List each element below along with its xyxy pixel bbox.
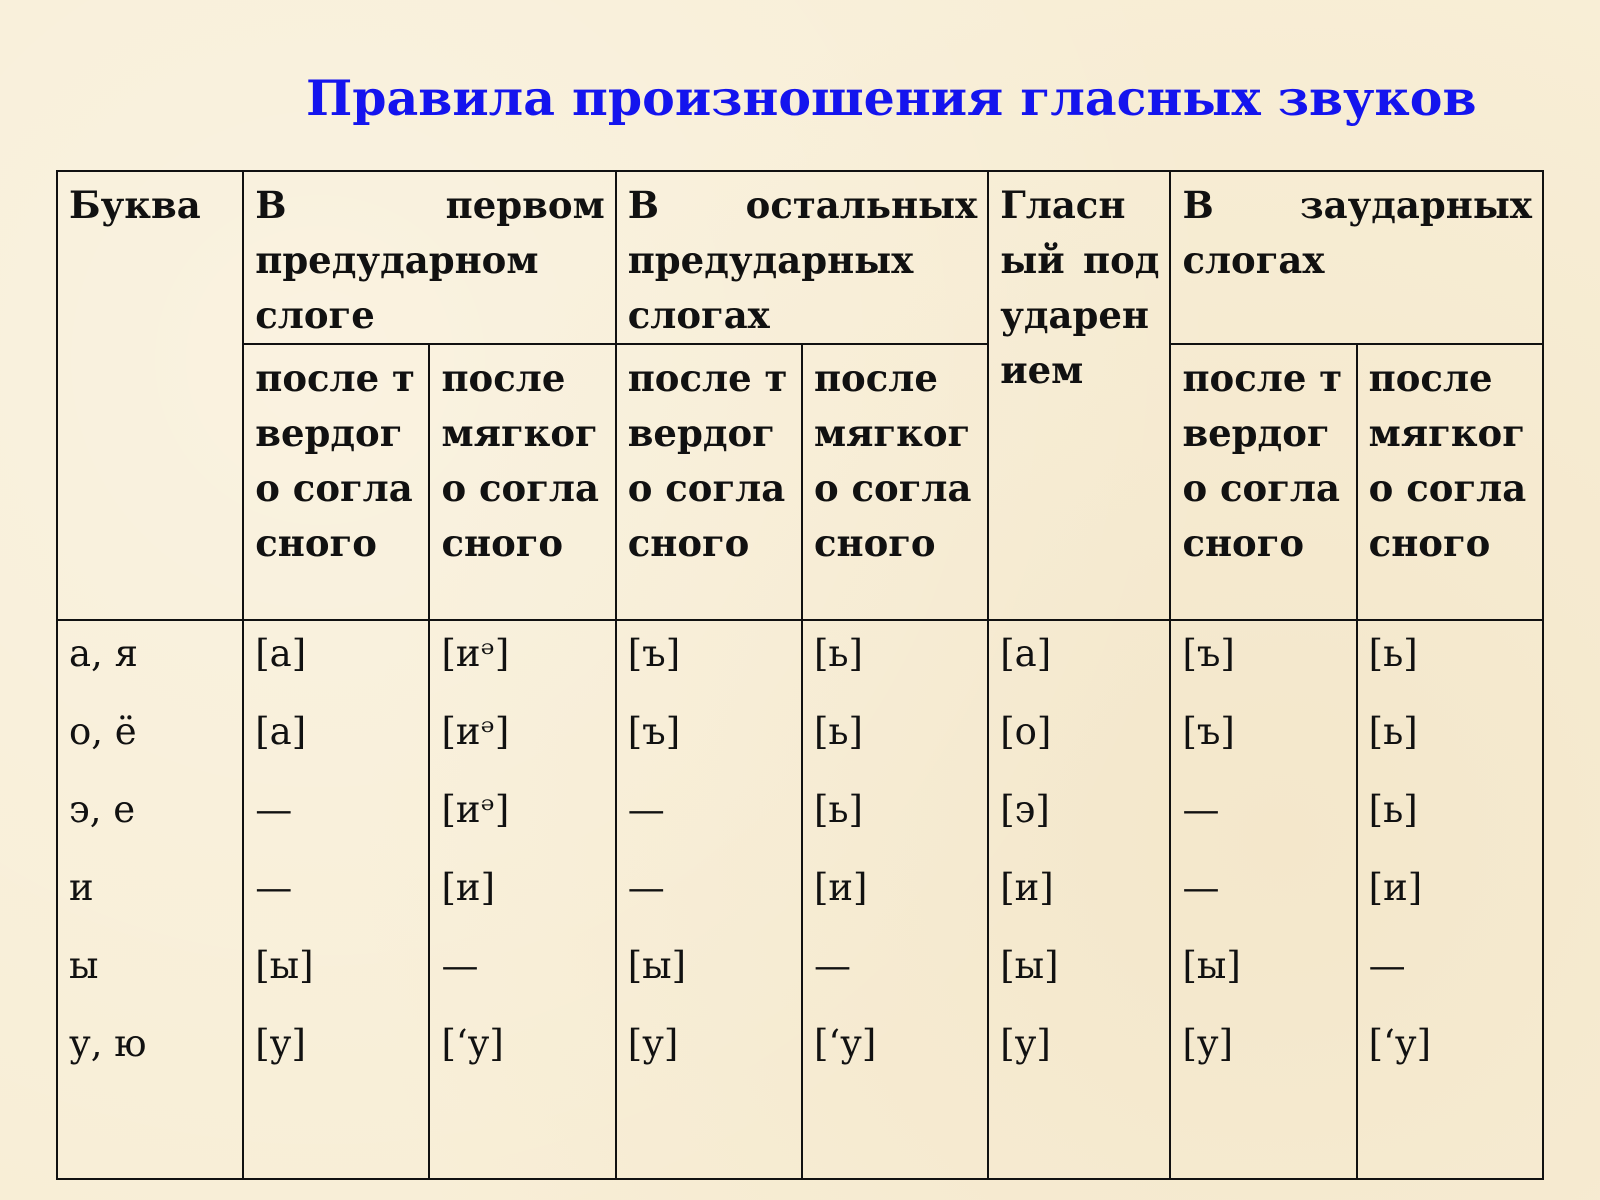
col-other-pretonic-soft xyxy=(802,620,988,1179)
cell-value: [ь] xyxy=(1368,788,1418,831)
col-posttonic-soft xyxy=(1357,620,1543,1179)
cell-value: [у] xyxy=(627,1022,679,1065)
cell-value: [ь] xyxy=(813,632,863,675)
subheader-soft-3: после мягкого согласного xyxy=(1357,344,1543,620)
cell-value: [ъ] xyxy=(1182,710,1235,753)
cell-value: о, ё xyxy=(69,710,137,753)
cell-value: [‘у] xyxy=(1368,1022,1432,1065)
header-first-pretonic: В первом предударном слоге xyxy=(243,171,615,344)
cell-value: [а] xyxy=(1000,632,1052,675)
cell-value: а, я xyxy=(69,632,138,675)
cell-value: — xyxy=(1368,944,1406,987)
cell-value: [ь] xyxy=(813,710,863,753)
cell-value: [ы] xyxy=(1000,944,1059,987)
subheader-hard-2: после твердого согласного xyxy=(616,344,802,620)
cell-value: [и] xyxy=(1000,866,1054,909)
subheader-soft-2: после мягкого согласного xyxy=(802,344,988,620)
cell-value: [ь] xyxy=(1368,710,1418,753)
header-other-pretonic: В остальных предударных слогах xyxy=(616,171,988,344)
cell-value: [у] xyxy=(1182,1022,1234,1065)
cell-value: [‘у] xyxy=(441,1022,504,1065)
col-posttonic-hard xyxy=(1170,620,1356,1179)
cell-value: [иᵊ] xyxy=(441,788,510,831)
cell-value: — xyxy=(441,944,479,987)
cell-value: — xyxy=(1182,788,1220,831)
cell-value: — xyxy=(813,944,851,987)
cell-value: — xyxy=(627,788,665,831)
vowel-rules-table xyxy=(56,170,1544,1180)
cell-value: [ы] xyxy=(1182,944,1241,987)
cell-value: [и] xyxy=(441,866,495,909)
cell-value: [о] xyxy=(1000,710,1052,753)
cell-value: [и] xyxy=(1368,866,1423,909)
header-letter: Буква xyxy=(57,171,243,620)
cell-value: [иᵊ] xyxy=(441,632,510,675)
subheader-row xyxy=(57,344,1543,620)
col-other-pretonic-hard xyxy=(616,620,802,1179)
subheader-hard-1: после твердого согласного xyxy=(243,344,429,620)
cell-value: у, ю xyxy=(69,1022,147,1065)
col-stressed xyxy=(988,620,1170,1179)
col-letter xyxy=(57,620,243,1179)
cell-value: [ы] xyxy=(627,944,687,987)
cell-value: [ъ] xyxy=(627,632,681,675)
cell-value: — xyxy=(627,866,665,909)
cell-value: [иᵊ] xyxy=(441,710,510,753)
cell-value: э, е xyxy=(69,788,136,831)
page-title: Правила произношения гласных звуков xyxy=(306,69,1477,127)
cell-value: [ь] xyxy=(813,788,863,831)
cell-value: [и] xyxy=(813,866,868,909)
col-first-pretonic-soft xyxy=(429,620,615,1179)
cell-value: ы xyxy=(69,944,99,987)
cell-value: [ъ] xyxy=(627,710,681,753)
cell-value: [э] xyxy=(1000,788,1050,831)
header-stressed: Гласный под ударением xyxy=(988,171,1170,620)
cell-value: [у] xyxy=(1000,1022,1051,1065)
header-posttonic: В заударных слогах xyxy=(1170,171,1543,344)
col-first-pretonic-hard xyxy=(243,620,429,1179)
subheader-soft-1: после мягкого согласного xyxy=(429,344,615,620)
cell-value: — xyxy=(255,866,293,909)
cell-value: [‘у] xyxy=(813,1022,877,1065)
header-row xyxy=(57,171,1543,344)
cell-value: [ъ] xyxy=(1182,632,1235,675)
cell-value: — xyxy=(255,788,293,831)
cell-value: — xyxy=(1182,866,1220,909)
subheader-hard-3: после твердого согласного xyxy=(1170,344,1356,620)
cell-value: [а] xyxy=(255,710,307,753)
cell-value: и xyxy=(69,866,94,909)
cell-value: [ы] xyxy=(255,944,314,987)
body-row xyxy=(57,620,1543,1179)
cell-value: [у] xyxy=(255,1022,306,1065)
cell-value: [ь] xyxy=(1368,632,1418,675)
cell-value: [а] xyxy=(255,632,307,675)
